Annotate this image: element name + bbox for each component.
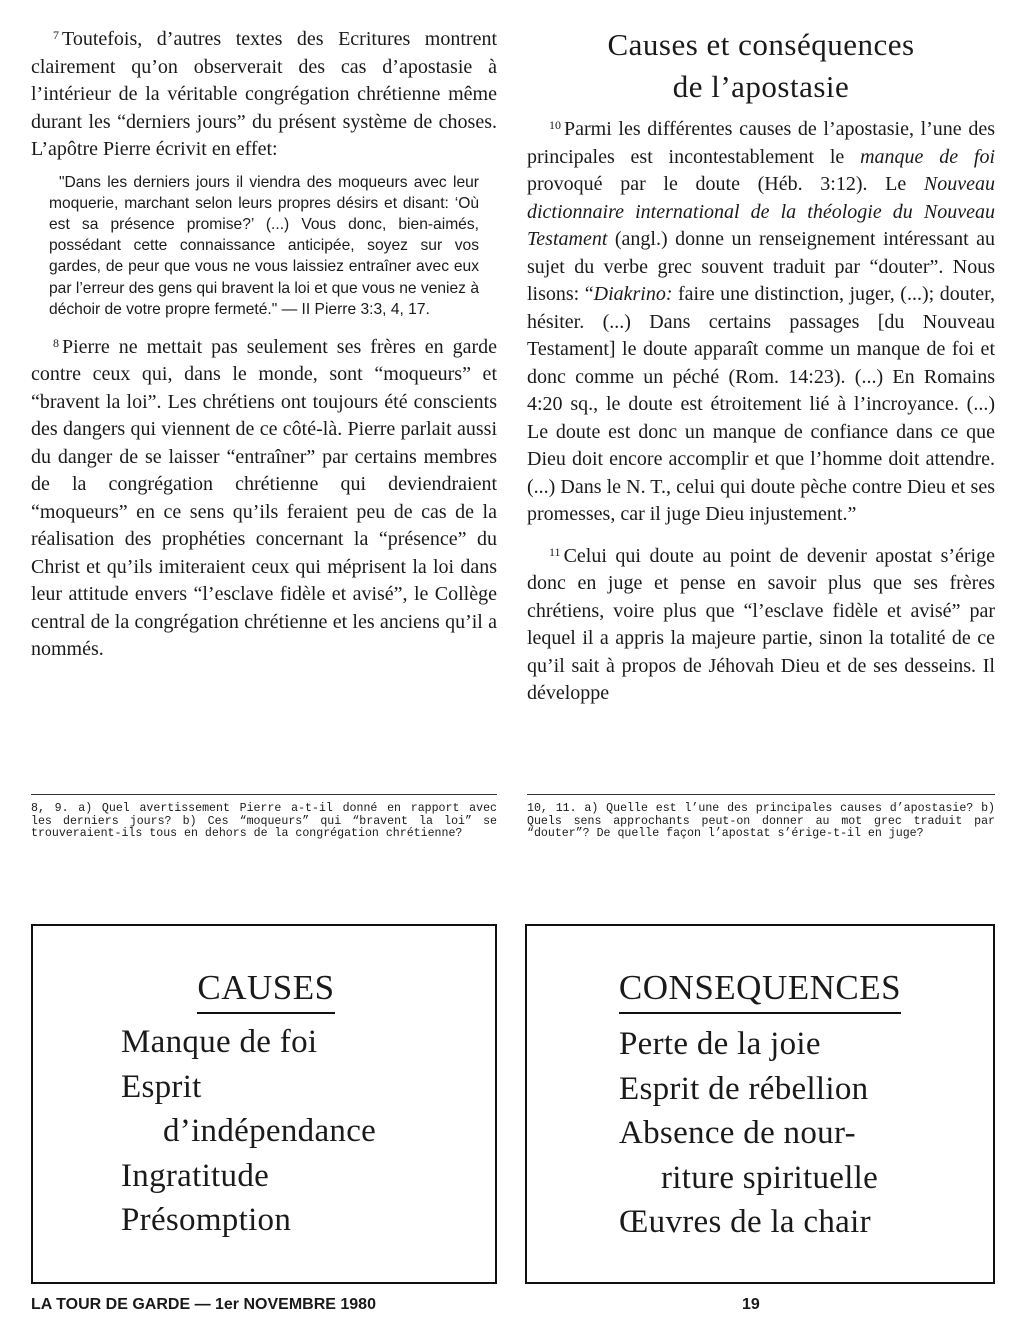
paragraph-text: Celui qui doute au point de devenir apostat s’érige donc en juge et pense en savoir plus que ses frères chrétiens, voire plus que “l’esclave fidèle et avisé” par lequel il a appris la majeure partie, sinon la totalité de ce qu’il sait à propos de Jéhovah Dieu et de ses desseins. Il développe	[527, 544, 995, 704]
italic-text: Diakrino:	[593, 283, 673, 305]
list-item: Présomption	[121, 1202, 292, 1238]
heading-line-2: de l’apostasie	[672, 69, 850, 104]
italic-text: manque de foi	[860, 145, 995, 168]
scripture-quote: "Dans les derniers jours il viendra des moqueurs avec leur moquerie, marchant selon leurs propres désirs et disant: ‘Où est sa présence promise?’ (...) Vous donc, bien-aimés, possédant cette connaissance anticipée, soyez sur vos gardes, de peur que vous ne vous laissiez entraîner avec eux par l’erreur des gens qui bravent la loi et que vous ne veniez à déchoir de votre propre fermeté." — II Pierre 3:3, 4, 17.	[49, 173, 479, 318]
footnote-rule-right	[527, 794, 995, 795]
list-item: Ingratitude	[121, 1157, 270, 1194]
page-number: 19	[742, 1296, 760, 1313]
consequences-list	[619, 1022, 993, 1245]
paragraph-text: (angl.) donne un renseignement intéressant au sujet du verbe grec souvent traduit par “douter”. Nous lisons: “	[527, 228, 995, 305]
list-item	[121, 1109, 495, 1154]
causes-list	[121, 1020, 495, 1243]
book-title: Nouveau dictionnaire international de la théologie du Nouveau Testament	[527, 173, 995, 250]
paragraph-11	[527, 539, 995, 708]
paragraph-text: faire une distinction, juger, (...); douter, hésiter. (...) Dans certains passages [du Nouveau Testament] le doute apparaît comme un manque de foi et donc comme un péché (Rom. 14:23). (...) En Romains 4:20 sq., le doute est étroitement lié à l’incroyance. (...) Le doute est donc un manque de confiance dans ce que Dieu doit encore accomplir et que l’homme doit attendre. (...) Dans le N. T., celui qui doute pèche contre Dieu et ses promesses, car il juge Dieu injustement.”	[527, 283, 995, 525]
paragraph-number: 7	[53, 28, 59, 42]
footnote-rule-left	[31, 794, 497, 795]
list-item-continuation: riture spirituelle	[661, 1159, 879, 1196]
consequences-title: CONSEQUENCES	[619, 968, 901, 1014]
footnote-left: 8, 9. a) Quel avertissement Pierre a-t-il donné en rapport avec les derniers jours? b) Ces “moqueurs” qui “bravent la loi” se trouveraient-ils tous en dehors de la congrégation chrétienne?	[31, 802, 497, 841]
causes-title: CAUSES	[197, 968, 334, 1014]
causes-box	[31, 924, 497, 1284]
footer-publication: LA TOUR DE GARDE — 1er NOVEMBRE 1980	[31, 1296, 376, 1313]
consequences-box	[525, 924, 995, 1284]
list-item: Œuvres de la chair	[619, 1204, 871, 1240]
paragraph-7	[31, 22, 497, 164]
right-column	[527, 24, 995, 708]
paragraph-number: 11	[549, 544, 561, 559]
paragraph-8	[31, 330, 497, 664]
list-item: Perte de la joie	[619, 1026, 821, 1062]
list-item	[619, 1156, 993, 1201]
paragraph-text: provoqué par le doute (Héb. 3:12). Le	[527, 173, 924, 195]
paragraph-text: Pierre ne mettait pas seulement ses frères en garde contre ceux qui, dans le monde, sont “moqueurs” et “bravent la loi”. Les chrétiens ont toujours été conscients des dangers qui viennent de ce côté-là. Pierre parlait aussi du danger de se laisser “entraîner” par certains membres de la congrégation chrétienne qui deviendraient “moqueurs” en ce sens qu’ils feraient peu de cas de la réalisation des prophéties concernant la “présence” du Christ et qu’ils imiteraient ceux qui méprisent la loi dans leur attitude envers “l’esclave fidèle et avisé”, le Collège central de la congrégation chrétienne et les anciens qu’il a nommés.	[31, 335, 497, 661]
list-item: Manque de foi	[121, 1024, 318, 1060]
section-heading	[527, 24, 995, 108]
list-item: Esprit de rébellion	[619, 1070, 869, 1107]
left-column	[31, 22, 497, 664]
list-item: Absence de nour-	[619, 1115, 856, 1151]
footnote-right: 10, 11. a) Quelle est l’une des principales causes d’apostasie? b) Quels sens approchants peut-on donner au mot grec traduit par “douter”? De quelle façon l’apostat s’érige-t-il en juge?	[527, 802, 995, 841]
paragraph-text: Parmi les différentes causes de l’apostasie, l’une des principales est incontestablement le	[527, 118, 995, 168]
list-item-continuation: d’indépendance	[163, 1113, 377, 1149]
list-item: Esprit	[121, 1068, 202, 1105]
paragraph-number: 8	[53, 335, 59, 350]
heading-line-1: Causes et conséquences	[607, 27, 915, 62]
paragraph-number: 10	[549, 118, 561, 132]
paragraph-text: Toutefois, d’autres textes des Ecritures montrent clairement qu’on observerait des cas d’apostasie à l’intérieur de la véritable congrégation chrétienne même durant les “derniers jours” du présent système de choses. L’apôtre Pierre écrivit en effet:	[31, 28, 497, 160]
paragraph-10	[527, 112, 995, 529]
